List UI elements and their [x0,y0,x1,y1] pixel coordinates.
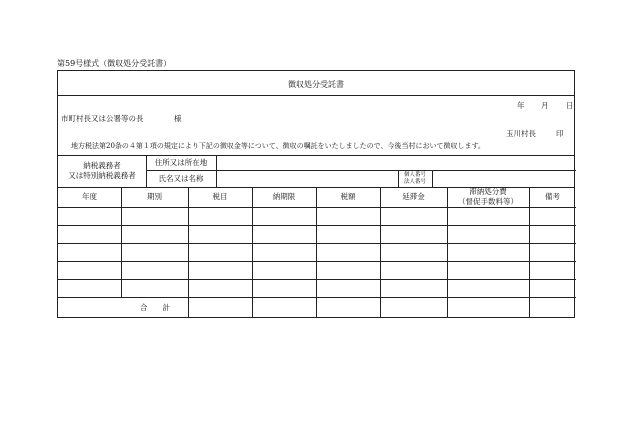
column-header [529,192,576,202]
column-header-sublabel: （督促手数料等） [458,197,518,206]
table-gridline [316,187,317,318]
table-gridline [188,187,189,318]
column-header-label: 年度 [82,192,97,201]
address-label: 住所又は所在地 [154,158,208,167]
table-gridline [58,261,576,262]
table-gridline [58,207,576,208]
divider [216,155,217,187]
date-month-label: 月 [541,101,549,110]
table-gridline [121,187,122,297]
table-gridline [380,187,381,318]
column-header-label: 備考 [545,192,560,201]
entrustment-form [57,70,575,318]
id-number-label [398,172,432,186]
form-number: 第59号様式（徴収処分受託書） [57,59,172,68]
name-label: 氏名又は名称 [158,174,204,183]
personal-number-label: 個人番号 [403,172,426,178]
column-header [252,192,316,202]
table-gridline [58,243,576,244]
table-gridline [252,187,253,318]
column-header-label: 税額 [340,192,356,201]
column-header [121,192,188,202]
divider [146,170,576,171]
taxpayer-label-line2: 又は特別納税義務者 [68,171,136,180]
divider [432,170,433,187]
column-header [58,192,121,202]
date-year-label: 年 [517,101,525,110]
column-header [316,192,380,202]
table-gridline [58,297,576,298]
taxpayer-label-line1: 納税義務者 [83,161,121,170]
table-gridline [58,279,576,280]
issuer: 玉川村長 [506,129,536,138]
tax-table [58,187,574,318]
addressee-suffix: 様 [174,114,182,123]
column-header-label: 期別 [147,192,162,201]
date-day-label: 日 [566,101,574,110]
column-header-label: 税目 [212,192,228,201]
form-title: 徴収処分受託書 [288,80,344,89]
column-header-label: 納期限 [272,192,296,201]
seal-mark: 印 [556,129,564,138]
column-header-label: 延滞金 [402,192,425,201]
divider [58,155,574,156]
body-text: 地方税法第20条の４第１項の規定により下記の徴収金等について、徴収の嘱託をいたしましたので、今後当村において徴収します。 [71,142,485,150]
column-header [188,192,252,202]
total-label: 合 計 [140,302,170,312]
corporate-number-label: 法人番号 [403,179,426,185]
table-gridline [58,225,576,226]
taxpayer-label [58,161,146,181]
table-gridline [529,187,530,318]
title-row [58,71,574,96]
column-header [447,187,529,207]
column-header-label: 滞納処分費 [469,187,507,196]
addressee: 市町村長又は公署等の長 [61,114,144,123]
column-header [380,192,447,202]
